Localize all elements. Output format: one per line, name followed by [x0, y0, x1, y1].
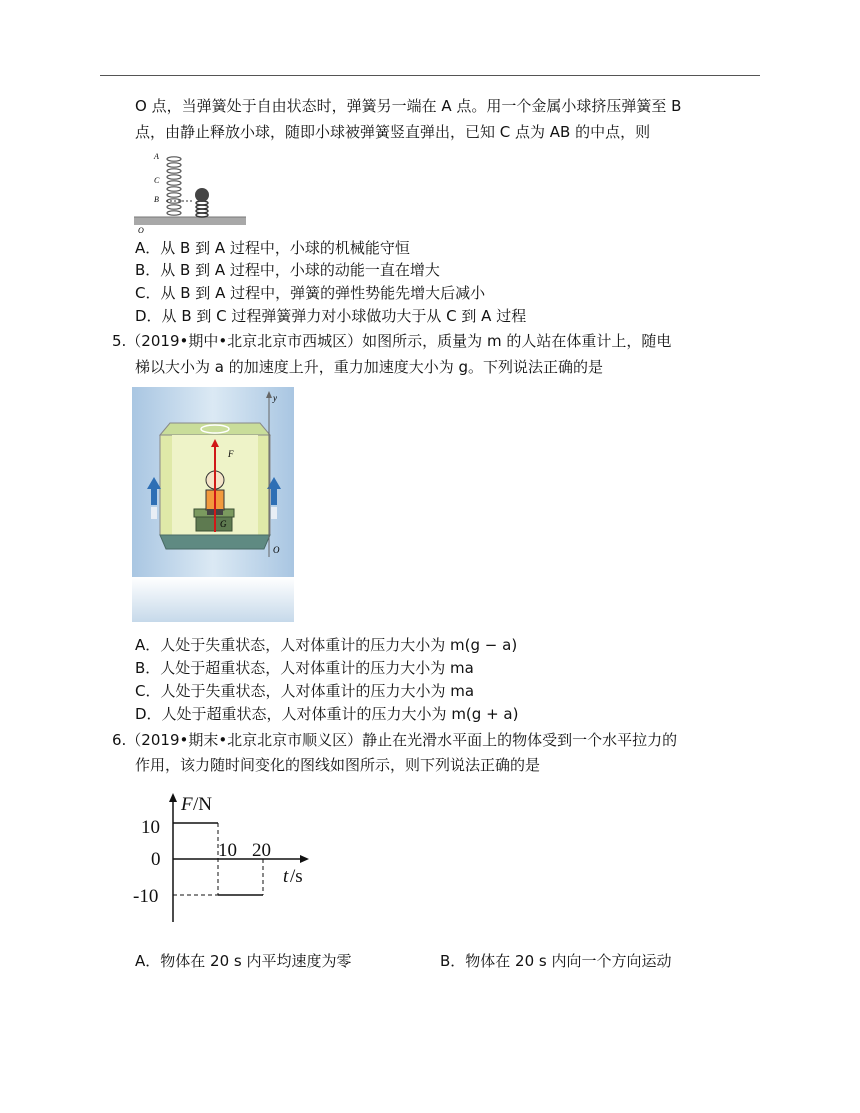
label-f: F	[228, 449, 234, 459]
x-tick-20: 20	[252, 840, 271, 861]
q5-option-d: D．人处于超重状态，人对体重计的压力大小为 m(g + a)	[135, 705, 519, 723]
y-tick-10: 10	[141, 817, 160, 838]
label-b: B	[154, 195, 159, 204]
q4-option-a: A．从 B 到 A 过程中，小球的机械能守恒	[135, 239, 410, 257]
y-tick-0: 0	[151, 849, 161, 870]
y-axis-label-var: F	[181, 794, 193, 815]
q4-text-line2: 点，由静止释放小球，随即小球被弹簧竖直弹出，已知 C 点为 AB 的中点，则	[135, 123, 651, 141]
q5-text-line2: 梯以大小为 a 的加速度上升，重力加速度大小为 g。下列说法正确的是	[135, 358, 604, 376]
force-time-graph	[125, 790, 325, 930]
y-axis-arrow	[169, 793, 177, 802]
x-tick-10: 10	[218, 840, 237, 861]
x-axis-label-var: t	[283, 866, 289, 887]
q6-option-b: B．物体在 20 s 内向一个方向运动	[440, 952, 672, 970]
label-a: A	[154, 152, 159, 161]
label-g: G	[220, 519, 227, 529]
header-rule	[100, 75, 760, 76]
label-c: C	[154, 176, 160, 185]
q4-option-c: C．从 B 到 A 过程中，弹簧的弹性势能先增大后减小	[135, 284, 486, 302]
q4-option-b: B．从 B 到 A 过程中，小球的动能一直在增大	[135, 261, 440, 279]
x-axis-label-unit: /s	[290, 866, 303, 887]
label-y: y	[273, 393, 277, 403]
elevator-figure	[132, 387, 294, 622]
x-axis-arrow	[300, 855, 309, 863]
y-axis-label-unit: /N	[193, 794, 212, 815]
label-o: O	[138, 226, 144, 235]
y-tick-neg10: -10	[133, 886, 159, 907]
q5-option-c: C．人处于失重状态，人对体重计的压力大小为 ma	[135, 682, 475, 700]
label-origin: O	[273, 545, 280, 555]
q6-option-a: A．物体在 20 s 内平均速度为零	[135, 952, 352, 970]
q5-option-b: B．人处于超重状态，人对体重计的压力大小为 ma	[135, 659, 474, 677]
q6-text-line1: 6.（2019•期末•北京北京市顺义区）静止在光滑水平面上的物体受到一个水平拉力的	[112, 731, 678, 749]
q6-text-line2: 作用，该力随时间变化的图线如图所示，则下列说法正确的是	[135, 756, 541, 774]
q4-text-line1: O 点，当弹簧处于自由状态时，弹簧另一端在 A 点。用一个金属小球挤压弹簧至 B	[135, 97, 682, 115]
q5-text-line1: 5.（2019•期中•北京北京市西城区）如图所示，质量为 m 的人站在体重计上，随电	[112, 332, 672, 350]
q4-option-d: D．从 B 到 C 过程弹簧弹力对小球做功大于从 C 到 A 过程	[135, 307, 527, 325]
q5-option-a: A．人处于失重状态，人对体重计的压力大小为 m(g − a)	[135, 636, 518, 654]
q4-spring-figure	[130, 145, 250, 235]
